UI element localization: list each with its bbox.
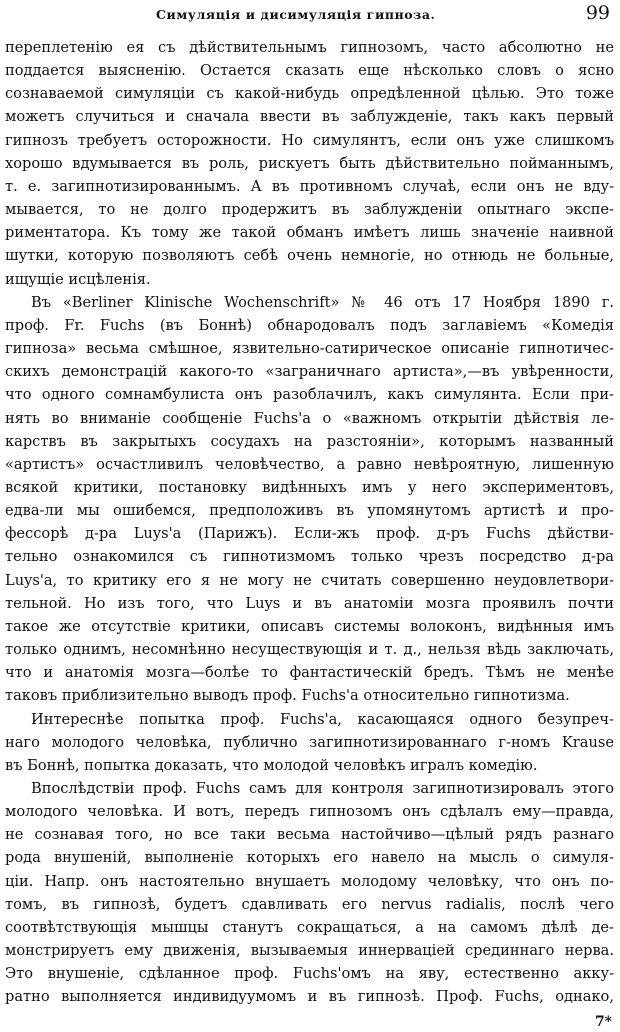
- text-line: всякой критики, постановку видѣнныхъ имъ у него экспериментовъ,: [5, 478, 614, 496]
- text-line: рода внушеній, выполненіе которыхъ его навело на мысль о симуля-: [5, 849, 614, 867]
- text-line: таковъ приблизительно выводъ проф. Fuchs'а относительно гипнотизма.: [5, 687, 570, 705]
- text-line: риментатора. Къ тому же такой обманъ имѣетъ лишь значеніе наивной: [5, 224, 614, 242]
- text-line: томъ, въ гипнозѣ, будетъ сдавливать его nervus radialis, послѣ чего: [5, 895, 614, 913]
- text-line: гипноза» весьма смѣшное, язвительно-сатирическое описаніе гипнотичес-: [5, 340, 614, 358]
- text-line: ратно выполняется индивидуумомъ и въ гипнозѣ. Проф. Fuchs, однако,: [5, 988, 614, 1006]
- signature-mark: 7*: [594, 1014, 612, 1030]
- text-line: молодого человѣка. И вотъ, передъ гипнозомъ онъ сдѣлалъ ему—правда,: [5, 803, 614, 821]
- text-line: переплетенію ея съ дѣйствительнымъ гипнозомъ, часто абсолютно не: [5, 39, 614, 56]
- text-line: хорошо вдумывается въ роль, рискуетъ быть дѣйствительно пойманнымъ,: [5, 154, 614, 172]
- text-line: тельно ознакомился съ гипнотизмомъ только чрезъ посредство д-ра: [5, 548, 614, 566]
- text-line: соотвѣтствующія мышцы станутъ сокращаться, а на самомъ дѣлѣ де-: [5, 918, 614, 936]
- text-line: ціи. Напр. онъ настоятельно внушаетъ молодому человѣку, что онъ по-: [5, 872, 614, 890]
- text-line: ищущіе исцѣленія.: [5, 270, 151, 288]
- text-line: только однимъ, несомнѣнно несуществующія и т. д., нельзя вѣдь заключать,: [5, 641, 614, 659]
- text-line: Это внушеніе, сдѣланное проф. Fuchs'омъ на яву, естественно акку-: [5, 965, 614, 983]
- page-header: [6, 2, 614, 28]
- text-line: Интереснѣе попытка проф. Fuchs'а, касающаяся одного безупреч-: [31, 710, 614, 728]
- text-line: Въ «Berliner Klinische Wochenschrift» № 46 отъ 17 Ноября 1890 г.: [31, 293, 614, 311]
- text-line: «артистъ» осчастливилъ человѣчество, а равно невѣроятную, лишенную: [5, 455, 614, 473]
- text-line: въ Боннѣ, попытка доказать, что молодой человѣкъ игралъ комедію.: [5, 756, 538, 774]
- text-line: мывается, то не долго продержитъ въ заблужденіи опытнаго экспе-: [5, 201, 614, 219]
- body-text: [5, 36, 614, 1009]
- running-head: Симуляція и дисимуляція гипноза.: [156, 7, 436, 22]
- text-line: такое же отсутствіе критики, описавъ системы волоконъ, видѣнныя имъ: [5, 617, 614, 635]
- text-line: монстрируетъ ему движенія, вызываемыя иннерваціей срединнаго нерва.: [5, 942, 614, 960]
- text-line: что одного сомнамбулиста онъ разоблачилъ, какъ симулянта. Если при-: [5, 386, 614, 404]
- text-line: гипнозъ требуетъ осторожности. Но симулянтъ, если онъ уже слишкомъ: [5, 131, 614, 149]
- text-line: сознаваемой симуляціи съ какой-нибудь опредѣленной цѣлью. Это тоже: [5, 85, 614, 103]
- text-line: скихъ демонстрацій какого-то «заграничнаго артиста»,—въ увѣренности,: [5, 363, 614, 381]
- page-number: 99: [585, 2, 610, 24]
- text-line: едва-ли мы ошибемся, предположивъ въ упомянутомъ артистѣ и про-: [5, 502, 614, 520]
- text-line: карствъ въ закрытыхъ сосудахъ на разстояніи», которымъ названный: [5, 432, 614, 450]
- text-line: фессорѣ д-ра Luys'а (Парижъ). Если-жъ проф. д-ръ Fuchs дѣйстви-: [5, 525, 614, 543]
- text-line: т. е. загипнотизированнымъ. А въ противномъ случаѣ, если онъ не вду-: [5, 177, 614, 195]
- text-line: проф. Fr. Fuchs (въ Боннѣ) обнародовалъ подъ заглавіемъ «Комедія: [5, 316, 614, 334]
- text-line: шутки, которую позволяютъ себѣ очень немногіе, но отнюдь не больные,: [5, 247, 614, 265]
- text-line: не сознавая того, но все таки весьма настойчиво—цѣлый рядъ разнаго: [5, 826, 614, 844]
- text-line: поддается выясненію. Остается сказать еще нѣсколько словъ о ясно: [5, 62, 614, 80]
- text-line: Luys'а, то критику его я не могу не считать совершенно неудовлетвори-: [5, 571, 614, 589]
- text-line: Впослѣдствіи проф. Fuchs самъ для контроля загипнотизировалъ этого: [31, 780, 614, 797]
- text-line: можетъ случиться и сначала ввести въ заблужденіе, такъ какъ первый: [5, 108, 614, 126]
- text-line: нять во вниманіе сообщеніе Fuchs'а о «важномъ открытіи дѣйствія ле-: [5, 409, 614, 427]
- text-line: что и анатомія мозга—болѣе то фантастическій бредъ. Тѣмъ не менѣе: [5, 664, 614, 682]
- text-line: наго молодого человѣка, публично загипнотизированнаго г-номъ Krause: [5, 733, 614, 751]
- text-line: тельной. Но изъ того, что Luys и въ анатоміи мозга проявилъ почти: [5, 594, 614, 612]
